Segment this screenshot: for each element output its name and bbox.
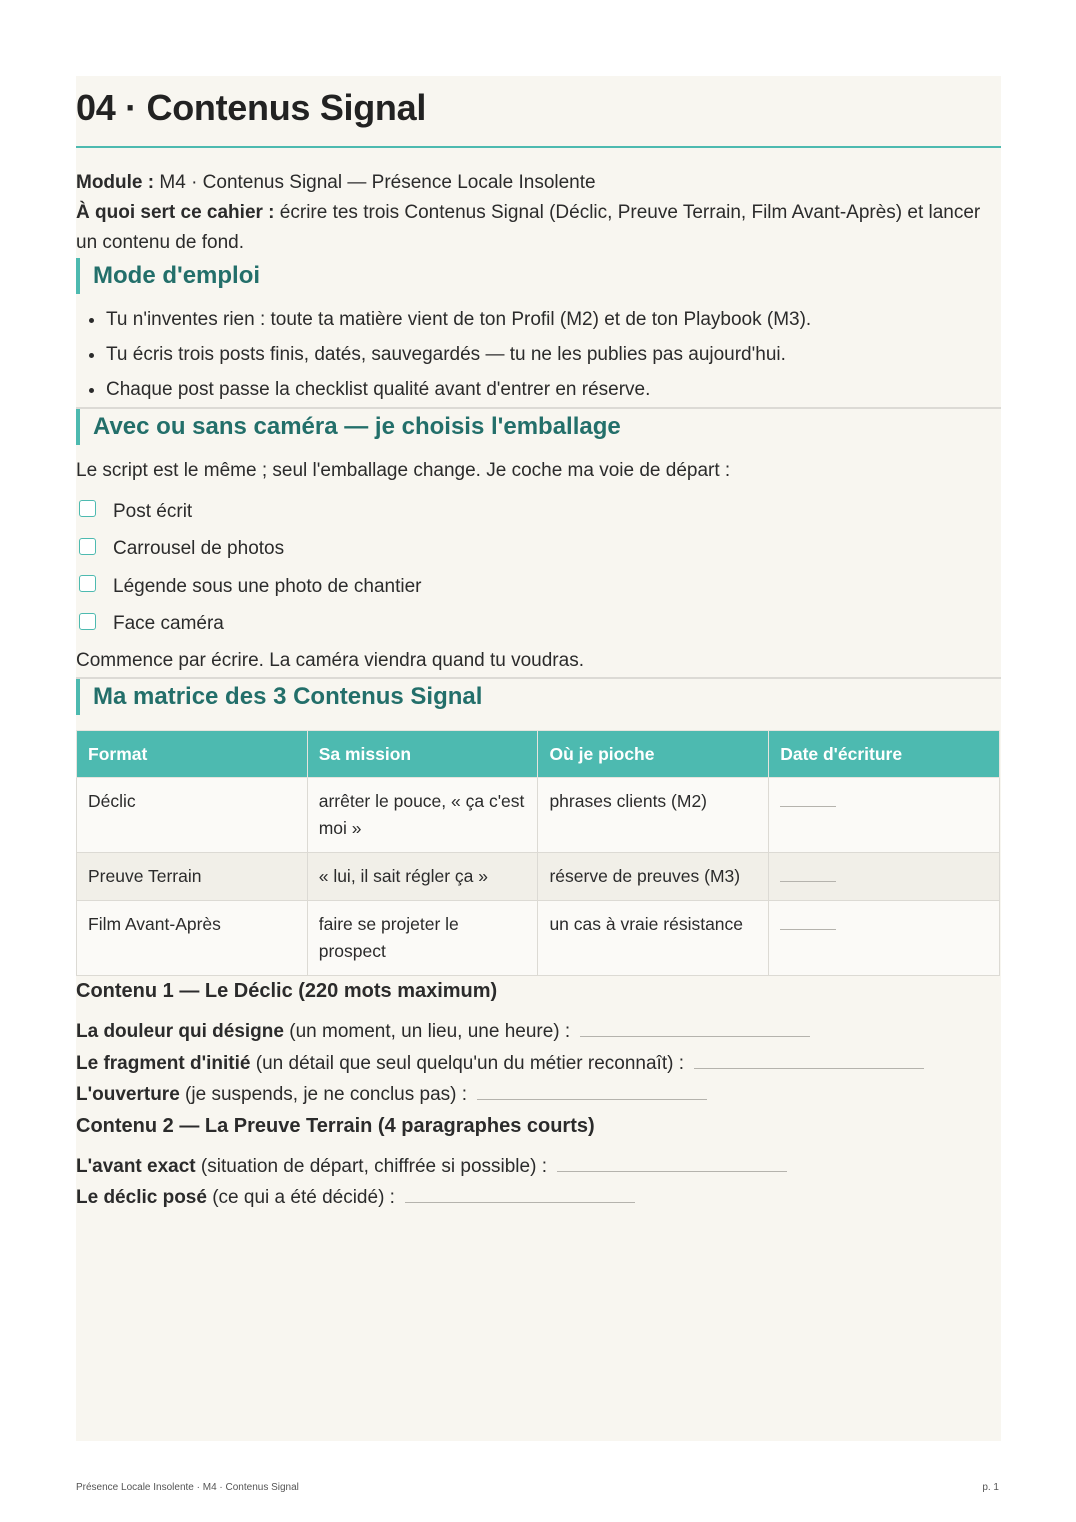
matrix-heading: Ma matrice des 3 Contenus Signal bbox=[76, 679, 1001, 715]
table-row bbox=[77, 901, 1000, 976]
fill-in-blank[interactable] bbox=[694, 1050, 924, 1069]
date-blank[interactable] bbox=[780, 791, 836, 807]
checkbox-label: Carrousel de photos bbox=[113, 538, 285, 560]
intro-block bbox=[76, 168, 1001, 258]
checkbox-option-face-camera[interactable] bbox=[76, 606, 1001, 644]
fill-in-blank[interactable] bbox=[405, 1184, 635, 1203]
date-blank[interactable] bbox=[780, 914, 836, 930]
module-value: M4 · Contenus Signal — Présence Locale Insolente bbox=[159, 172, 596, 193]
field-label: Le déclic posé bbox=[76, 1187, 207, 1208]
footer-page-number: p. 1 bbox=[982, 1482, 999, 1493]
checkbox[interactable] bbox=[79, 500, 96, 517]
column-header: Où je pioche bbox=[538, 731, 769, 778]
field-hint: (situation de départ, chiffrée si possible) : bbox=[200, 1155, 547, 1177]
contenu1-heading: Contenu 1 — Le Déclic (220 mots maximum) bbox=[76, 980, 498, 1002]
checkbox-option-legende[interactable] bbox=[76, 568, 1001, 606]
fill-in-blank[interactable] bbox=[477, 1081, 707, 1100]
list-item: • Tu n'inventes rien : toute ta matière vient de ton Profil (M2) et de ton Playbook (M3). bbox=[106, 302, 1001, 337]
camera-checklist bbox=[76, 493, 1001, 643]
table-header-row bbox=[77, 731, 1000, 778]
mode-emploi-heading: Mode d'emploi bbox=[76, 258, 1001, 294]
checkbox-option-carrousel[interactable] bbox=[76, 531, 1001, 569]
field-label: La douleur qui désigne bbox=[76, 1021, 284, 1042]
fill-in-blank[interactable] bbox=[580, 1018, 810, 1037]
purpose-value: écrire tes trois Contenus Signal (Déclic, Preuve Terrain, Film Avant-Après) et lancer un contenu de fond. bbox=[76, 202, 981, 253]
field-line bbox=[76, 1016, 1001, 1048]
table-row bbox=[77, 853, 1000, 901]
footer-running-title: Présence Locale Insolente · M4 · Contenus Signal bbox=[76, 1482, 299, 1493]
field-hint: (je suspends, je ne conclus pas) : bbox=[185, 1084, 468, 1105]
field-line bbox=[76, 1079, 1001, 1111]
contenu1-fields bbox=[76, 1016, 1001, 1111]
date-cell[interactable] bbox=[769, 778, 1000, 853]
field-hint: (ce qui a été décidé) : bbox=[212, 1187, 395, 1208]
table-cell: faire se projeter le prospect bbox=[307, 901, 538, 976]
checkbox-label: Légende sous une photo de chantier bbox=[113, 575, 422, 597]
table-cell: Preuve Terrain bbox=[77, 853, 308, 901]
table-cell: Déclic bbox=[77, 778, 308, 853]
camera-closing: Commence par écrire. La caméra viendra quand tu voudras. bbox=[76, 650, 584, 671]
table-cell: arrêter le pouce, « ça c'est moi » bbox=[307, 778, 538, 853]
field-hint: (un détail que seul quelqu'un du métier reconnaît) : bbox=[255, 1052, 684, 1074]
list-item: • Tu écris trois posts finis, datés, sauvegardés — tu ne les publies pas aujourd'hui. bbox=[106, 337, 1001, 372]
list-item: • Chaque post passe la checklist qualité avant d'entrer en réserve. bbox=[106, 372, 1001, 407]
matrix-table bbox=[76, 730, 1000, 976]
purpose-line bbox=[76, 198, 1001, 258]
field-label: L'avant exact bbox=[76, 1155, 196, 1177]
field-hint: (un moment, un lieu, une heure) : bbox=[289, 1021, 571, 1042]
table-cell: Film Avant-Après bbox=[77, 901, 308, 976]
table-cell: phrases clients (M2) bbox=[538, 778, 769, 853]
field-line bbox=[76, 1151, 1001, 1183]
module-label: Module : bbox=[76, 172, 155, 193]
table-cell: réserve de preuves (M3) bbox=[538, 853, 769, 901]
checkbox[interactable] bbox=[79, 538, 96, 555]
table-cell: « lui, il sait régler ça » bbox=[307, 853, 538, 901]
field-label: L'ouverture bbox=[76, 1084, 180, 1105]
document-content bbox=[76, 76, 1001, 1214]
date-blank[interactable] bbox=[780, 866, 836, 882]
field-label: Le fragment d'initié bbox=[76, 1052, 251, 1074]
camera-lead: Le script est le même ; seul l'emballage change. Je coche ma voie de départ : bbox=[76, 460, 731, 481]
table-row bbox=[77, 778, 1000, 853]
date-cell[interactable] bbox=[769, 901, 1000, 976]
contenu2-heading: Contenu 2 — La Preuve Terrain (4 paragraphes courts) bbox=[76, 1114, 595, 1137]
column-header: Format bbox=[77, 731, 308, 778]
checkbox-option-post-ecrit[interactable] bbox=[76, 493, 1001, 531]
checkbox[interactable] bbox=[79, 613, 96, 630]
mode-emploi-list bbox=[76, 302, 1001, 407]
contenu2-fields bbox=[76, 1151, 1001, 1214]
field-line bbox=[76, 1182, 1001, 1214]
date-cell[interactable] bbox=[769, 853, 1000, 901]
module-line bbox=[76, 168, 1001, 198]
field-line bbox=[76, 1048, 1001, 1080]
checkbox-label: Face caméra bbox=[113, 613, 224, 635]
checkbox-label: Post écrit bbox=[113, 500, 193, 522]
camera-heading: Avec ou sans caméra — je choisis l'emballage bbox=[76, 409, 1001, 445]
fill-in-blank[interactable] bbox=[557, 1153, 787, 1172]
page-title: 04 · Contenus Signal bbox=[76, 76, 1001, 148]
checkbox[interactable] bbox=[79, 575, 96, 592]
table-cell: un cas à vraie résistance bbox=[538, 901, 769, 976]
column-header: Date d'écriture bbox=[769, 731, 1000, 778]
column-header: Sa mission bbox=[307, 731, 538, 778]
purpose-label: À quoi sert ce cahier : bbox=[76, 202, 275, 223]
